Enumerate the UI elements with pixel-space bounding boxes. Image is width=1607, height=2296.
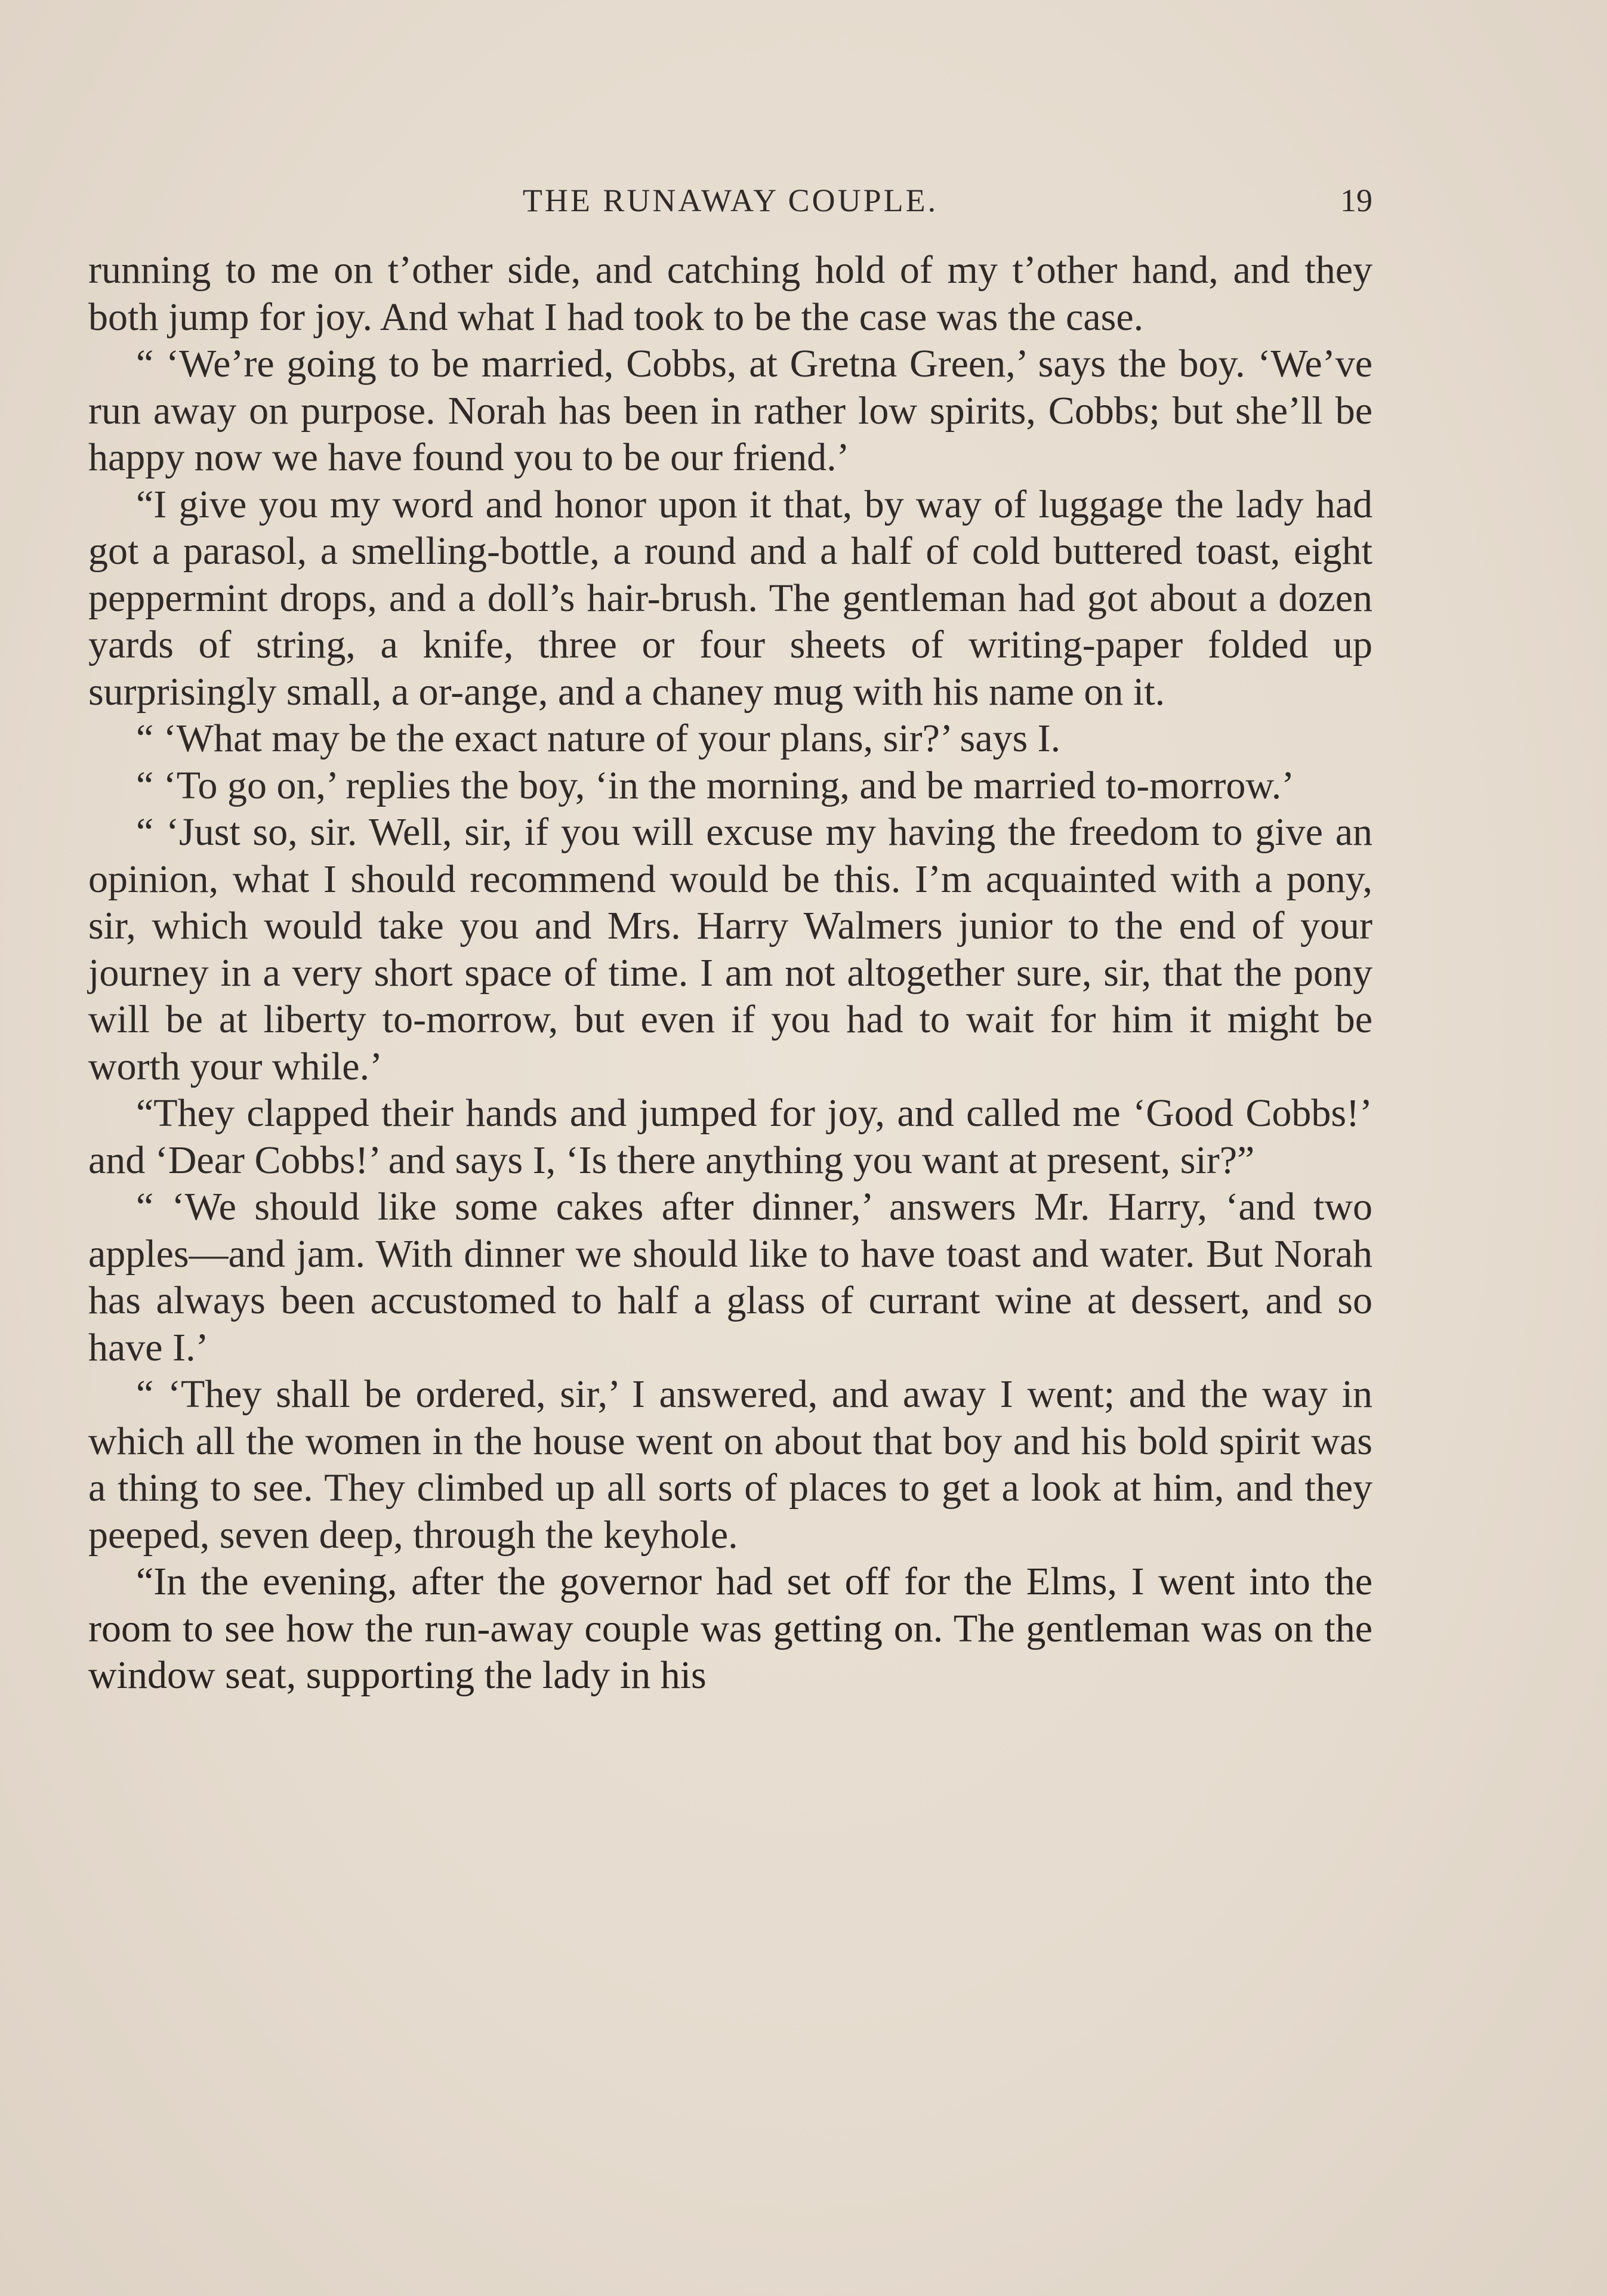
paragraph-continuation: running to me on t’other side, and catching hold of my t’other hand, and they both jump for joy. And what I had took to be the case was the case.: [88, 248, 1372, 339]
paragraph: “ ‘They shall be ordered, sir,’ I answered, and away I went; and the way in which all the women in the house went on about that boy and his bold spirit was a thing to see. They climbed up all sorts of places to get a look at him, and they peeped, seven deep, through the keyhole.: [88, 1372, 1372, 1557]
paragraph: “ ‘We’re going to be married, Cobbs, at Gretna Green,’ says the boy. ‘We’ve run away on purpose. Norah has been in rather low spirits, Cobbs; but she’ll be happy now we have found you to be our friend.’: [88, 342, 1372, 479]
running-head: THE RUNAWAY COUPLE.: [522, 183, 939, 218]
paragraph: “They clapped their hands and jumped for joy, and called me ‘Good Cobbs!’ and ‘Dear Cobbs!’ and says I, ‘Is there anything you want at present, sir?”: [88, 1091, 1372, 1182]
paragraph: “ ‘We should like some cakes after dinner,’ answers Mr. Harry, ‘and two apples—and jam. With dinner we should like to have toast and water. But Norah has always been accustomed to half a glass of currant wine at dessert, and so have I.’: [88, 1185, 1372, 1369]
paragraph: “I give you my word and honor upon it that, by way of luggage the lady had got a parasol, a smelling-bottle, a round and a half of cold buttered toast, eight peppermint drops, and a doll’s hair-brush. The gentleman had got about a dozen yards of string, a knife, three or four sheets of writing-paper folded up surprisingly small, a or-ange, and a chaney mug with his name on it.: [88, 482, 1372, 714]
page-header: [88, 177, 1372, 224]
page-number: 19: [1340, 183, 1372, 218]
paragraph: “In the evening, after the governor had set off for the Elms, I went into the room to see how the run-away couple was getting on. The gentleman was on the window seat, supporting the lady in his: [88, 1560, 1372, 1697]
body-text: [88, 247, 1372, 1699]
paragraph: “ ‘Just so, sir. Well, sir, if you will excuse my having the freedom to give an opinion, what I should recommend would be this. I’m acquainted with a pony, sir, which would take you and Mrs. Harry Walmers junior to the end of your journey in a very short space of time. I am not altogether sure, sir, that the pony will be at liberty to-morrow, but even if you had to wait for him it might be worth your while.’: [88, 810, 1372, 1088]
paragraph: “ ‘To go on,’ replies the boy, ‘in the morning, and be married to-morrow.’: [136, 763, 1295, 807]
paragraph: “ ‘What may be the exact nature of your plans, sir?’ says I.: [136, 717, 1061, 760]
